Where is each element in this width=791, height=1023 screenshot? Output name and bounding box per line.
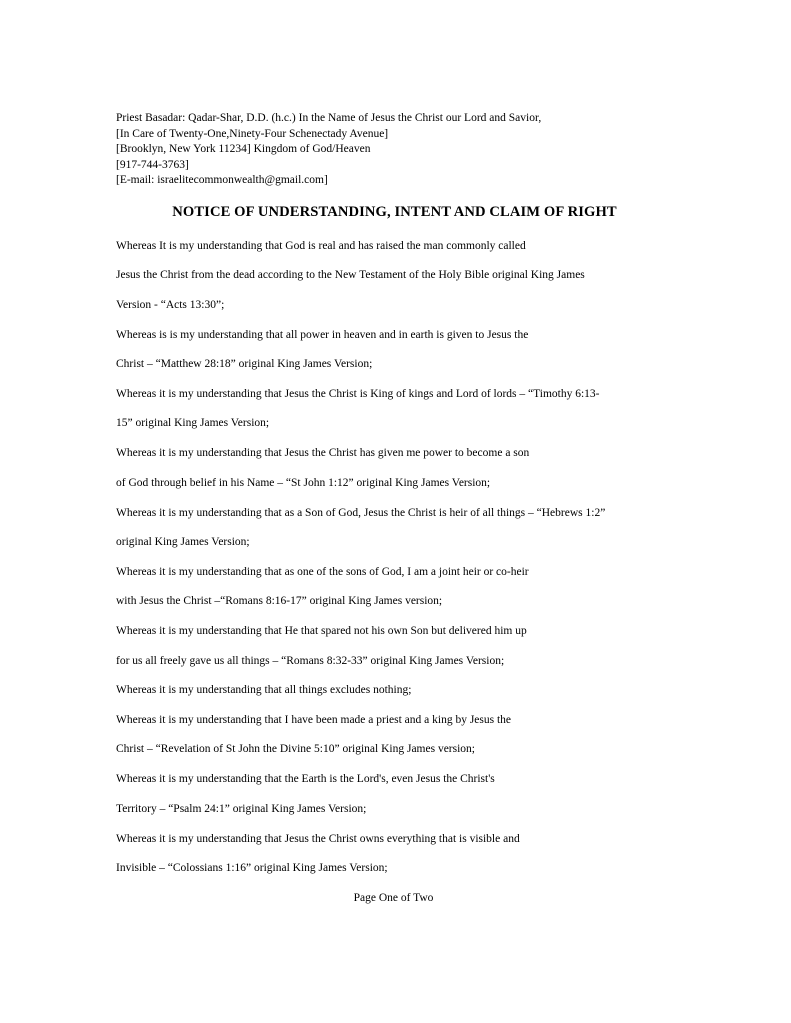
body-line: original King James Version;: [116, 536, 250, 548]
body-line: Whereas it is my understanding that as one of the sons of God, I am a joint heir or co-heir: [116, 566, 529, 578]
sender-name-line: Priest Basadar: Qadar-Shar, D.D. (h.c.) In the Name of Jesus the Christ our Lord and Savior,: [116, 112, 542, 124]
body-line: Whereas it is my understanding that as a Son of God, Jesus the Christ is heir of all things – “Hebrews 1:2”: [116, 507, 606, 519]
email-line: [E-mail: israelitecommonwealth@gmail.com]: [116, 174, 328, 187]
document-title: NOTICE OF UNDERSTANDING, INTENT AND CLAIM OF RIGHT: [172, 204, 617, 220]
page-number: Page One of Two: [353, 892, 434, 904]
body-line: Whereas it is my understanding that Jesus the Christ owns everything that is visible and: [116, 833, 520, 845]
body-line: Whereas it is my understanding that I have been made a priest and a king by Jesus the: [116, 714, 512, 726]
body-line: Invisible – “Colossians 1:16” original King James Version;: [116, 862, 388, 874]
body-line: 15” original King James Version;: [116, 417, 270, 429]
body-line: Version - “Acts 13:30”;: [116, 299, 225, 311]
body-line: Christ – “Revelation of St John the Divine 5:10” original King James version;: [116, 743, 476, 755]
sender-address-block: [116, 111, 541, 189]
city-line: [Brooklyn, New York 11234] Kingdom of God/Heaven: [116, 143, 371, 156]
body-line: Christ – “Matthew 28:18” original King James Version;: [116, 358, 373, 370]
phone-line: [917-744-3763]: [116, 158, 189, 171]
care-of-line: [In Care of Twenty-One,Ninety-Four Schenectady Avenue]: [116, 127, 389, 140]
body-line: Whereas it is my understanding that the Earth is the Lord's, even Jesus the Christ's: [116, 773, 495, 785]
body-line: Whereas is is my understanding that all power in heaven and in earth is given to Jesus the: [116, 329, 529, 341]
body-line: Whereas it is my understanding that He that spared not his own Son but delivered him up: [116, 625, 527, 637]
body-line: of God through belief in his Name – “St John 1:12” original King James Version;: [116, 477, 491, 489]
body-line: Whereas it is my understanding that all things excludes nothing;: [116, 684, 412, 696]
body-line: Territory – “Psalm 24:1” original King James Version;: [116, 803, 367, 815]
body-line: Whereas it is my understanding that Jesus the Christ has given me power to become a son: [116, 447, 530, 459]
page-footer: [0, 892, 791, 904]
body-line: with Jesus the Christ –“Romans 8:16-17” original King James version;: [116, 595, 443, 607]
document-title-wrap: [0, 204, 791, 221]
body-line: Whereas it is my understanding that Jesus the Christ is King of kings and Lord of lords – “Timothy 6:13-: [116, 388, 600, 400]
body-line: Whereas It is my understanding that God is real and has raised the man commonly called: [116, 240, 526, 252]
body-line: for us all freely gave us all things – “Romans 8:32-33” original King James Version;: [116, 655, 505, 667]
body-line: Jesus the Christ from the dead according to the New Testament of the Holy Bible original King James: [116, 269, 585, 281]
